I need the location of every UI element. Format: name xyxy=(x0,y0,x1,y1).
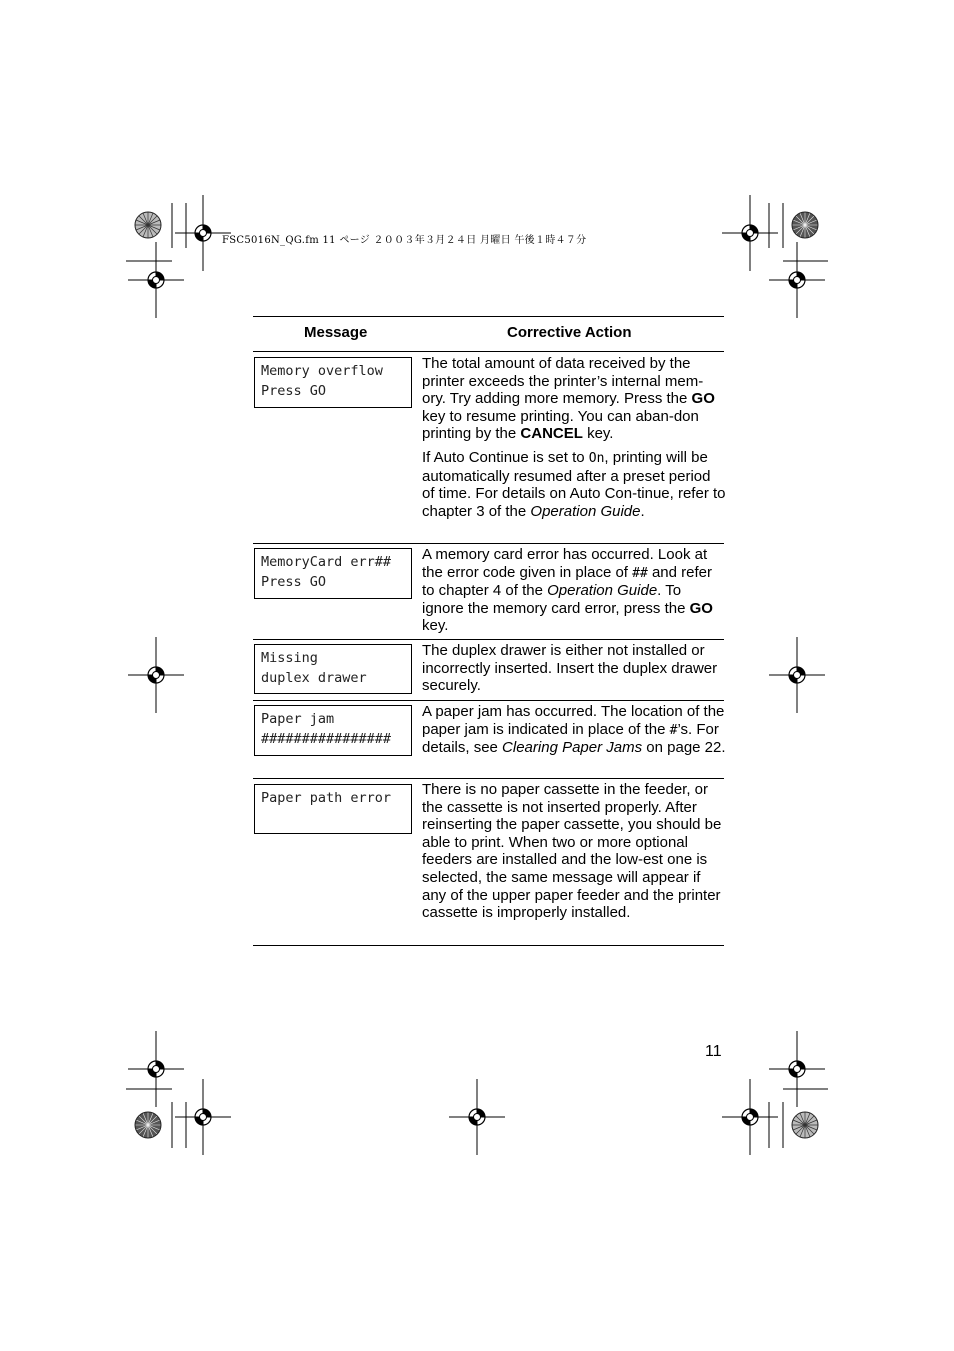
action-text-memorycard-err: A memory card error has occurred. Look at the error code given in place of ## and refer to chapter 4 of the Operation Guide. To ignore the memory card error, press the GO key. xyxy=(422,546,713,635)
registration-mark-icon xyxy=(175,1079,231,1155)
registration-mark-icon xyxy=(769,242,825,318)
lcd-line: Paper path error xyxy=(261,790,392,806)
color-wheel-icon xyxy=(135,212,161,238)
action-text-memory-overflow: The total amount of data received by the printer exceeds the printer’s internal mem-ory. Try adding more memory. Press the GO key to resume printing. You can aban-don printing by the CANCEL key. If Auto Continue is set to On, printing will be automatically resumed after a preset period of time. For details on Auto Con-tinue, refer to chapter 3 of the Operation Guide. xyxy=(422,355,726,520)
table-top-rule xyxy=(253,316,724,317)
table-header-rule xyxy=(253,351,724,352)
registration-mark-icon xyxy=(449,1079,505,1155)
column-header-action: Corrective Action xyxy=(507,324,632,341)
lcd-message-paper-jam xyxy=(254,705,412,756)
registration-mark-icon xyxy=(769,1031,825,1107)
lcd-line: Press GO xyxy=(261,383,327,399)
row-divider xyxy=(253,639,724,640)
file-header-line: FSC5016N_QG.fm 11 ページ ２００３年３月２４日 月曜日 午後１時４７分 xyxy=(222,235,587,246)
registration-mark-icon xyxy=(722,1079,778,1155)
lcd-message-paper-path-error xyxy=(254,784,412,834)
registration-mark-icon xyxy=(128,242,184,318)
lcd-line: ################ xyxy=(261,731,392,747)
lcd-message-memory-overflow xyxy=(254,357,412,408)
column-header-message: Message xyxy=(304,324,368,341)
row-divider xyxy=(253,543,724,544)
page-number: 11 xyxy=(705,1043,722,1060)
row-divider xyxy=(253,778,724,779)
table-bottom-rule xyxy=(253,945,724,946)
lcd-line: Paper jam xyxy=(261,711,335,727)
lcd-line: Missing xyxy=(261,650,318,666)
row-divider xyxy=(253,700,724,701)
registration-mark-icon xyxy=(128,637,184,713)
lcd-line: Memory overflow xyxy=(261,363,383,379)
registration-mark-icon xyxy=(769,637,825,713)
action-text-missing-duplex: The duplex drawer is either not installed or incorrectly inserted. Insert the duplex drawer securely. xyxy=(422,642,718,695)
color-wheel-icon xyxy=(135,1112,161,1138)
lcd-message-memorycard-err xyxy=(254,548,412,599)
lcd-line: MemoryCard err## xyxy=(261,554,392,570)
color-wheel-icon xyxy=(792,212,818,238)
registration-mark-icon xyxy=(722,195,778,271)
lcd-line: Press GO xyxy=(261,574,327,590)
color-wheel-icon xyxy=(792,1112,818,1138)
action-text-paper-path-error: There is no paper cassette in the feeder, or the cassette is not inserted properly. After reinserting the paper cassette, you should be able to print. When two or more optional feeders are installed and the low-est one is selected, the same message will appear if any of the upper paper feeder and the printer cassette is improperly installed. xyxy=(422,781,722,922)
registration-mark-icon xyxy=(128,1031,184,1107)
action-text-paper-jam: A paper jam has occurred. The location of the paper jam is indicated in place of the #’s. For details, see Clearing Paper Jams on page 22. xyxy=(422,703,726,757)
lcd-line: duplex drawer xyxy=(261,670,367,686)
lcd-message-missing-duplex xyxy=(254,644,412,694)
